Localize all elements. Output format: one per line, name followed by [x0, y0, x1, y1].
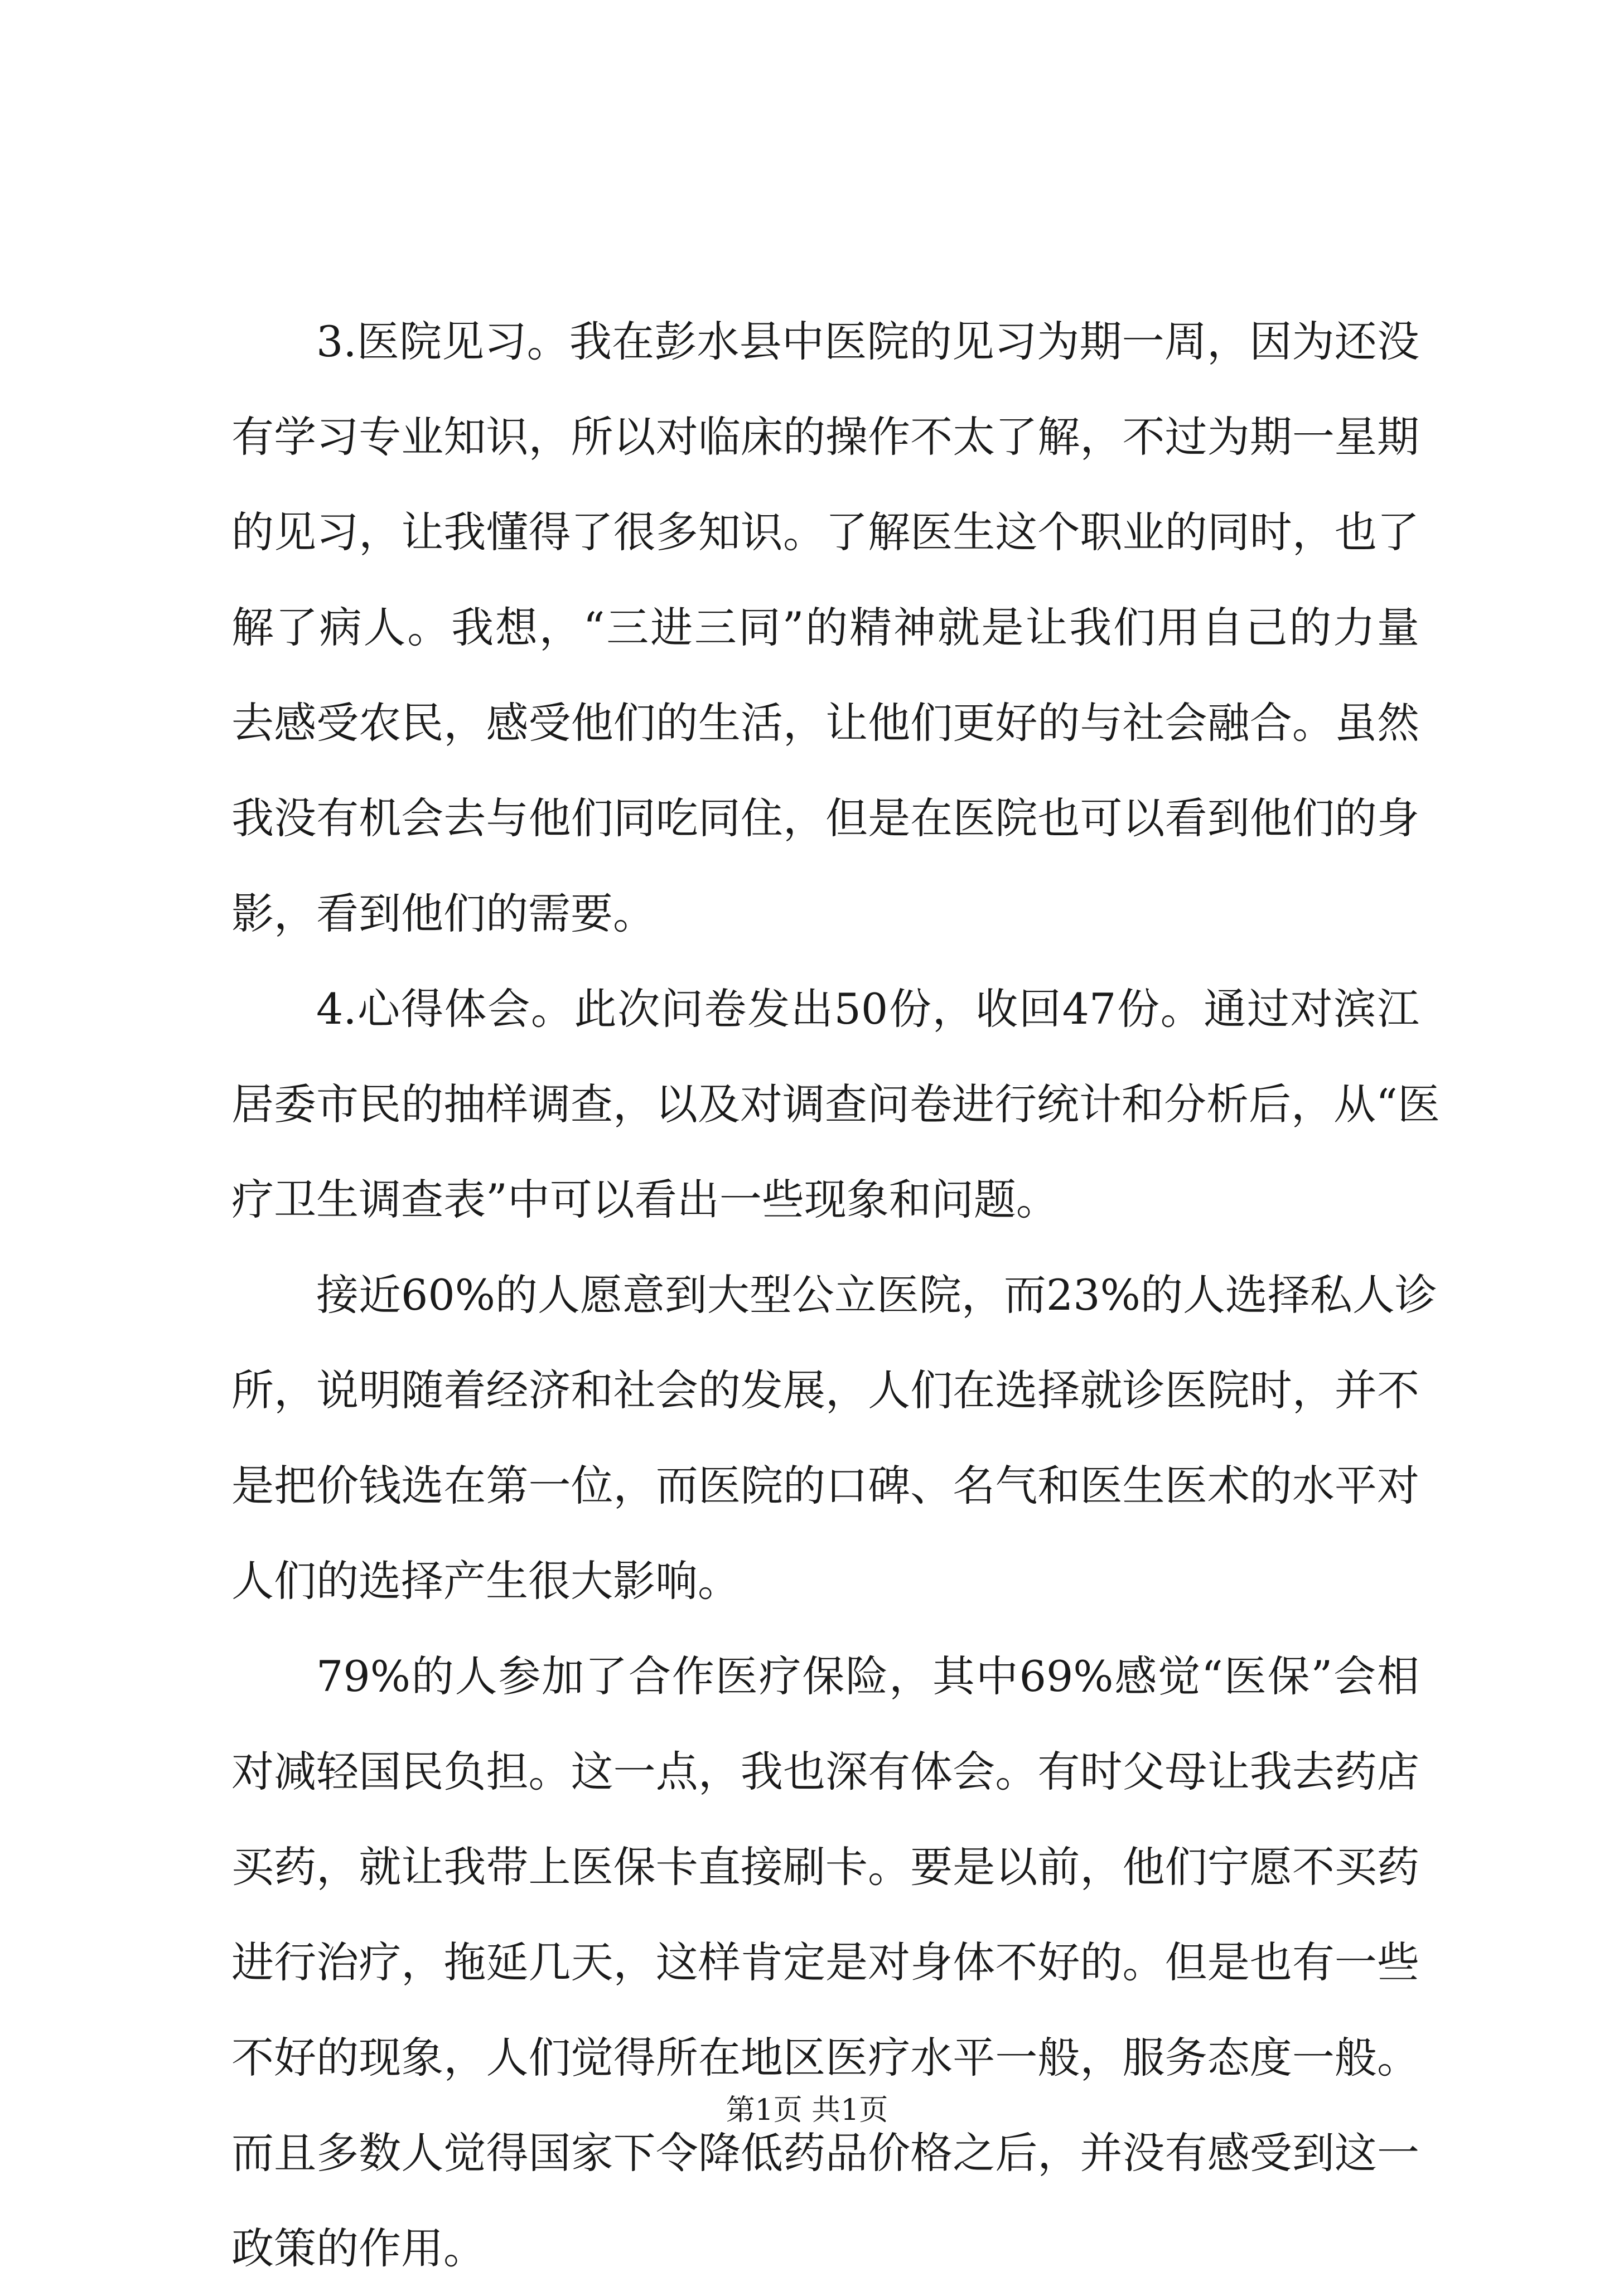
page-footer: [0, 2088, 1614, 2133]
document-body: [231, 294, 1440, 2296]
page-number-label: 第1页 共1页: [726, 2094, 888, 2127]
text-line: 的见习，让我懂得了很多知识。了解医生这个职业的同时，也了: [231, 507, 1419, 557]
text-line: 对减轻国民负担。这一点，我也深有体会。有时父母让我去药店: [231, 1747, 1419, 1796]
paragraph-hospital-internship: [231, 294, 1419, 961]
paragraph-hospital-choice: [231, 1247, 1437, 1629]
text-line: 去感受农民，感受他们的生活，让他们更好的与社会融合。虽然: [231, 698, 1419, 748]
text-line: 解了病人。我想，“三进三同”的精神就是让我们用自己的力量: [231, 603, 1419, 652]
text-line: 不好的现象，人们觉得所在地区医疗水平一般，服务态度一般。: [231, 2033, 1419, 2082]
text-line: 有学习专业知识，所以对临床的操作不太了解，不过为期一星期: [231, 412, 1419, 462]
text-line: 接近60%的人愿意到大型公立医院，而23%的人选择私人诊: [316, 1270, 1437, 1320]
text-line: 政策的作用。: [231, 2224, 486, 2273]
paragraph-medical-insurance: [231, 1629, 1419, 2296]
text-line: 居委市民的抽样调查，以及对调查问卷进行统计和分析后，从“医: [231, 1079, 1440, 1129]
text-line: 疗卫生调查表”中可以看出一些现象和问题。: [231, 1175, 1059, 1224]
text-line: 买药，就让我带上医保卡直接刷卡。要是以前，他们宁愿不买药: [231, 1842, 1419, 1892]
text-line: 人们的选择产生很大影响。: [231, 1556, 740, 1606]
text-line: 而且多数人觉得国家下令降低药品价格之后，并没有感受到这一: [231, 2128, 1419, 2178]
text-line: 影，看到他们的需要。: [231, 889, 655, 938]
text-line: 所，说明随着经济和社会的发展，人们在选择就诊医院时，并不: [231, 1365, 1419, 1415]
text-line: 79%的人参加了合作医疗保险，其中69%感觉“医保”会相: [316, 1651, 1419, 1701]
paragraph-reflections: [231, 961, 1440, 1247]
text-line: 是把价钱选在第一位，而医院的口碑、名气和医生医术的水平对: [231, 1461, 1419, 1510]
text-line: 4.心得体会。此次问卷发出50份，收回47份。通过对滨江: [316, 984, 1419, 1034]
text-line: 进行治疗，拖延几天，这样肯定是对身体不好的。但是也有一些: [231, 1937, 1419, 1987]
text-line: 3.医院见习。我在彭水县中医院的见习为期一周，因为还没: [316, 317, 1419, 366]
text-line: 我没有机会去与他们同吃同住，但是在医院也可以看到他们的身: [231, 793, 1419, 843]
